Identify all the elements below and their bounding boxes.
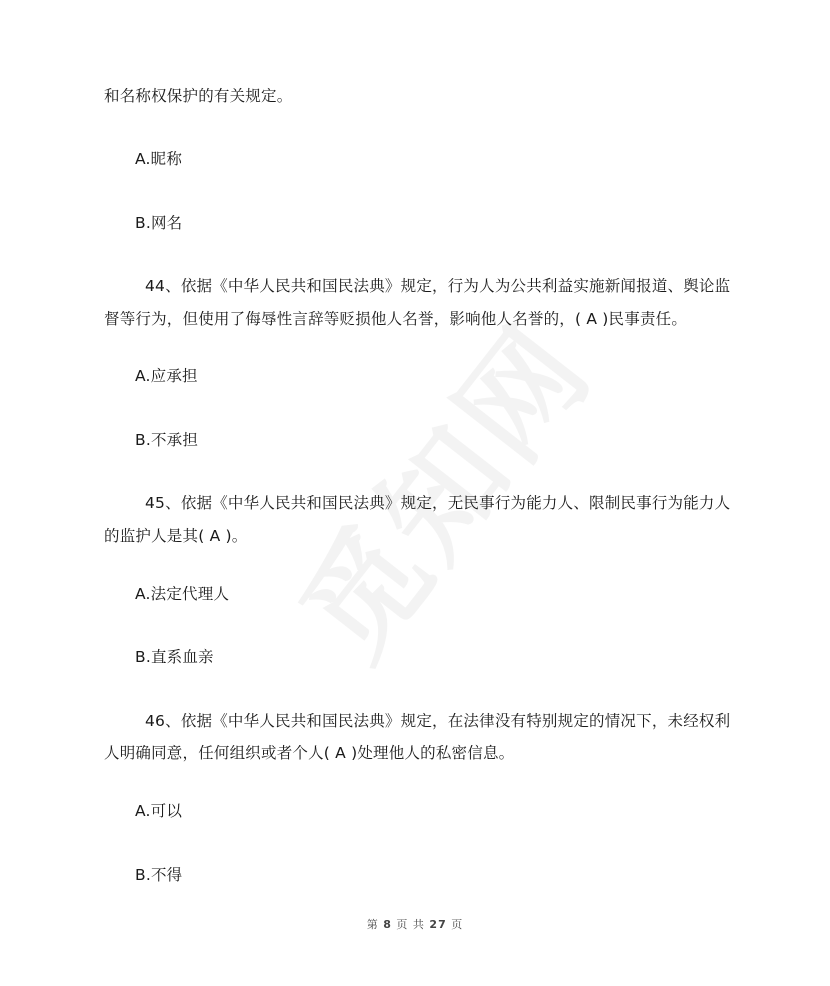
- question-45-line-1: 45、依据《中华人民共和国民法典》规定，无民事行为能力人、限制民事行为能力人: [145, 494, 731, 512]
- question-45-option-b: B.直系血亲: [135, 648, 214, 666]
- question-44-option-b: B.不承担: [135, 431, 199, 449]
- footer-middle: 页 共: [396, 918, 425, 931]
- question-44-line-1: 44、依据《中华人民共和国民法典》规定，行为人为公共利益实施新闻报道、舆论监: [145, 277, 731, 295]
- option-a-nickname: A.昵称: [135, 150, 183, 168]
- question-44-option-a: A.应承担: [135, 367, 198, 385]
- page-footer: [0, 916, 830, 932]
- question-45-line-2: 的监护人是其( A )。: [104, 527, 248, 545]
- question-46-option-b: B.不得: [135, 866, 183, 884]
- footer-suffix: 页: [451, 918, 464, 931]
- footer-prefix: 第: [366, 918, 379, 931]
- question-46-line-2: 人明确同意，任何组织或者个人( A )处理他人的私密信息。: [104, 744, 515, 762]
- current-page-number: 8: [383, 918, 392, 931]
- option-b-online-name: B.网名: [135, 214, 183, 232]
- watermark: [255, 284, 623, 688]
- question-46-line-1: 46、依据《中华人民共和国民法典》规定，在法律没有特别规定的情况下，未经权利: [145, 712, 731, 730]
- continuation-text: 和名称权保护的有关规定。: [104, 87, 293, 105]
- question-45-option-a: A.法定代理人: [135, 585, 230, 603]
- total-pages-number: 27: [429, 918, 447, 931]
- question-46-option-a: A.可以: [135, 802, 183, 820]
- question-44-line-2: 督等行为，但使用了侮辱性言辞等贬损他人名誉，影响他人名誉的，( A )民事责任。: [104, 310, 688, 328]
